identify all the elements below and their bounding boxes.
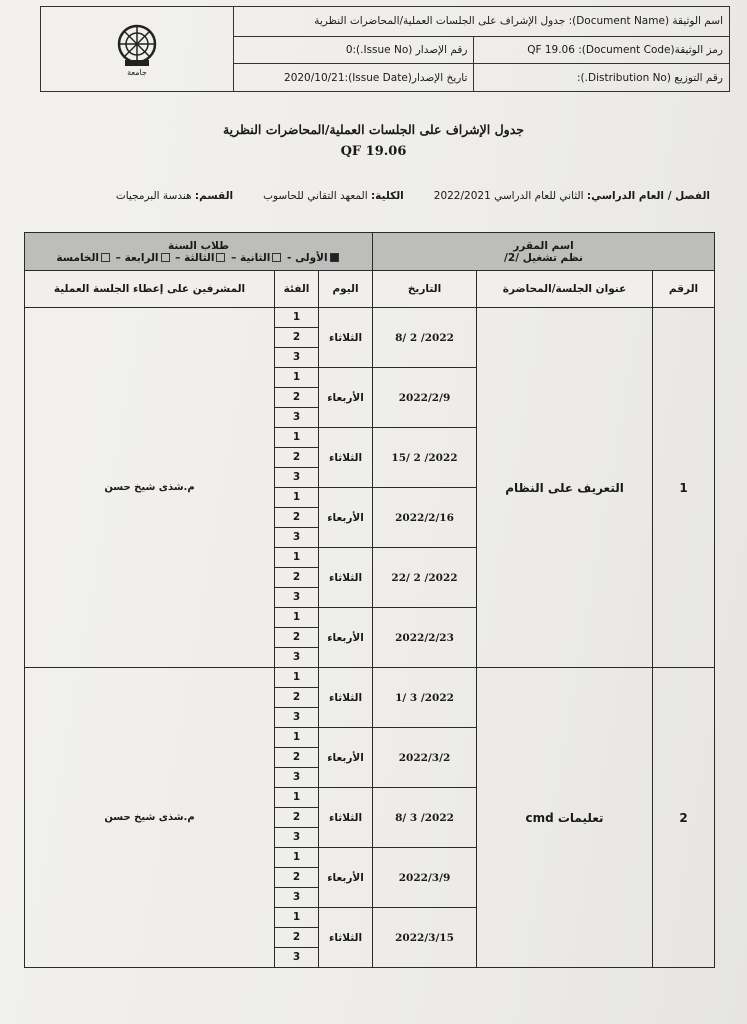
- group-number: 2: [275, 328, 318, 348]
- issue-no-cell: رقم الإصدار (Issue No.):0: [234, 36, 474, 64]
- col-topic: عنوان الجلسة/المحاضرة: [477, 271, 653, 308]
- group-number: 3: [292, 891, 301, 903]
- group-number: 1: [275, 908, 318, 928]
- group-number: 1: [275, 788, 318, 808]
- group-number: 1: [275, 368, 318, 388]
- session-day: الثلاثاء: [319, 428, 373, 488]
- group-number: 2: [275, 808, 318, 828]
- table-row: [25, 308, 715, 368]
- session-day: الثلاثاء: [319, 788, 373, 848]
- session-groups: [275, 668, 319, 728]
- year-cell: [25, 233, 373, 271]
- session-groups: [275, 608, 319, 668]
- session-day: الأربعاء: [319, 608, 373, 668]
- row-number: 1: [653, 308, 715, 668]
- year-checkbox-1[interactable]: [330, 253, 339, 262]
- session-date: 2022/2/16: [373, 488, 477, 548]
- group-number: 1: [275, 668, 318, 688]
- group-number: 1: [275, 428, 318, 448]
- group-number: 3: [292, 771, 301, 783]
- course-label: اسم المقرر: [513, 239, 574, 252]
- group-number: 3: [292, 951, 301, 963]
- group-number: 2: [275, 928, 318, 948]
- year-options: الأولى - الثانية – الثالثة – الرابعة – الخامسة: [25, 252, 372, 264]
- session-date: 2022/3/2: [373, 728, 477, 788]
- session-date: 2022/3/9: [373, 848, 477, 908]
- page-title: جدول الإشراف على الجلسات العملية/المحاضرات النظرية: [222, 122, 525, 137]
- year-option-3: الثالثة: [184, 251, 215, 264]
- group-number: 3: [292, 711, 301, 723]
- session-groups: [275, 788, 319, 848]
- group-number: 2: [275, 688, 318, 708]
- col-supervisor: المشرفين على إعطاء الجلسة العملية: [25, 271, 275, 308]
- group-number: 1: [275, 548, 318, 568]
- year-checkbox-4[interactable]: [161, 253, 170, 262]
- year-checkbox-2[interactable]: [272, 253, 281, 262]
- session-date: 2022/ 2 /15: [373, 428, 477, 488]
- col-date: التاريخ: [373, 271, 477, 308]
- group-number: 2: [275, 628, 318, 648]
- table-row: [25, 668, 715, 728]
- group-number: 2: [275, 748, 318, 768]
- session-day: الثلاثاء: [319, 668, 373, 728]
- group-number: 3: [292, 471, 301, 483]
- session-day: الثلاثاء: [319, 548, 373, 608]
- group-number: 2: [275, 508, 318, 528]
- document-header: [40, 6, 730, 92]
- session-date: 2022/ 2 /8: [373, 308, 477, 368]
- group-number: 1: [275, 728, 318, 748]
- group-number: 2: [275, 868, 318, 888]
- semester-label: الفصل / العام الدراسي:: [586, 190, 710, 202]
- session-day: الأربعاء: [319, 488, 373, 548]
- department-info: [116, 190, 233, 202]
- session-groups: [275, 428, 319, 488]
- session-groups: [275, 908, 319, 968]
- faculty-value: المعهد التقاني للحاسوب: [263, 190, 368, 202]
- row-number: 2: [653, 668, 715, 968]
- col-day: اليوم: [319, 271, 373, 308]
- session-groups: [275, 548, 319, 608]
- svg-text:جامعة: جامعة: [127, 68, 147, 77]
- distribution-cell: رقم التوزيع (Distribution No.):: [474, 64, 730, 92]
- session-date: 2022/ 3 /8: [373, 788, 477, 848]
- session-groups: [275, 488, 319, 548]
- group-number: 1: [275, 308, 318, 328]
- group-number: 2: [275, 448, 318, 468]
- supervisor-name: م.شذى شيخ حسن: [25, 308, 275, 668]
- year-option-2: الثانية: [240, 251, 271, 264]
- group-number: 3: [292, 351, 301, 363]
- doc-name-cell: اسم الوثيقة (Document Name): جدول الإشراف على الجلسات العملية/المحاضرات النظرية: [234, 7, 730, 37]
- course-cell: [373, 233, 715, 271]
- session-topic: تعليمات cmd: [477, 668, 653, 968]
- session-date: 2022/ 3 /1: [373, 668, 477, 728]
- session-groups: [275, 368, 319, 428]
- group-number: 2: [275, 568, 318, 588]
- doc-code-cell: رمز الوثيقة(Document Code): QF 19.06: [474, 36, 730, 64]
- logo-cell: [41, 7, 234, 92]
- schedule-table: [24, 232, 715, 968]
- group-number: 1: [275, 848, 318, 868]
- university-logo-icon: [107, 20, 167, 78]
- group-number: 1: [275, 608, 318, 628]
- year-option-5: الخامسة: [56, 251, 100, 264]
- group-number: 2: [275, 388, 318, 408]
- group-number: 1: [275, 488, 318, 508]
- year-checkbox-5[interactable]: [101, 253, 110, 262]
- group-number: 3: [292, 411, 301, 423]
- session-date: 2022/3/15: [373, 908, 477, 968]
- department-label: القسم:: [194, 190, 234, 202]
- year-option-4: الرابعة: [124, 251, 159, 264]
- session-date: 2022/2/9: [373, 368, 477, 428]
- session-day: الأربعاء: [319, 728, 373, 788]
- session-day: الأربعاء: [319, 848, 373, 908]
- department-value: هندسة البرمجيات: [115, 190, 192, 202]
- semester-value: الثاني للعام الدراسي 2022/2021: [433, 190, 584, 202]
- session-groups: [275, 308, 319, 368]
- group-number: 3: [292, 531, 301, 543]
- supervisor-name: م.شذى شيخ حسن: [25, 668, 275, 968]
- faculty-label: الكلية:: [370, 190, 404, 202]
- session-day: الثلاثاء: [319, 308, 373, 368]
- schedule-body: [25, 308, 715, 968]
- session-topic: التعريف على النظام: [477, 308, 653, 668]
- year-label: طلاب السنة: [168, 239, 229, 252]
- col-num: الرقم: [653, 271, 715, 308]
- year-option-1: الأولى: [295, 251, 328, 264]
- group-number: 3: [292, 651, 301, 663]
- issue-date-cell: تاريخ الإصدار(Issue Date):2020/10/21: [234, 64, 474, 92]
- info-line: [70, 190, 710, 202]
- session-date: 2022/ 2 /22: [373, 548, 477, 608]
- col-group: الفئة: [275, 271, 319, 308]
- session-day: الثلاثاء: [319, 908, 373, 968]
- course-value: نظم تشغيل /2/: [504, 251, 583, 264]
- semester-info: [434, 190, 710, 202]
- year-checkbox-3[interactable]: [216, 253, 225, 262]
- session-day: الأربعاء: [319, 368, 373, 428]
- group-number: 3: [292, 591, 301, 603]
- group-number: 3: [292, 831, 301, 843]
- faculty-info: [263, 190, 404, 202]
- session-date: 2022/2/23: [373, 608, 477, 668]
- doc-code: QF 19.06: [340, 144, 407, 159]
- session-groups: [275, 848, 319, 908]
- session-groups: [275, 728, 319, 788]
